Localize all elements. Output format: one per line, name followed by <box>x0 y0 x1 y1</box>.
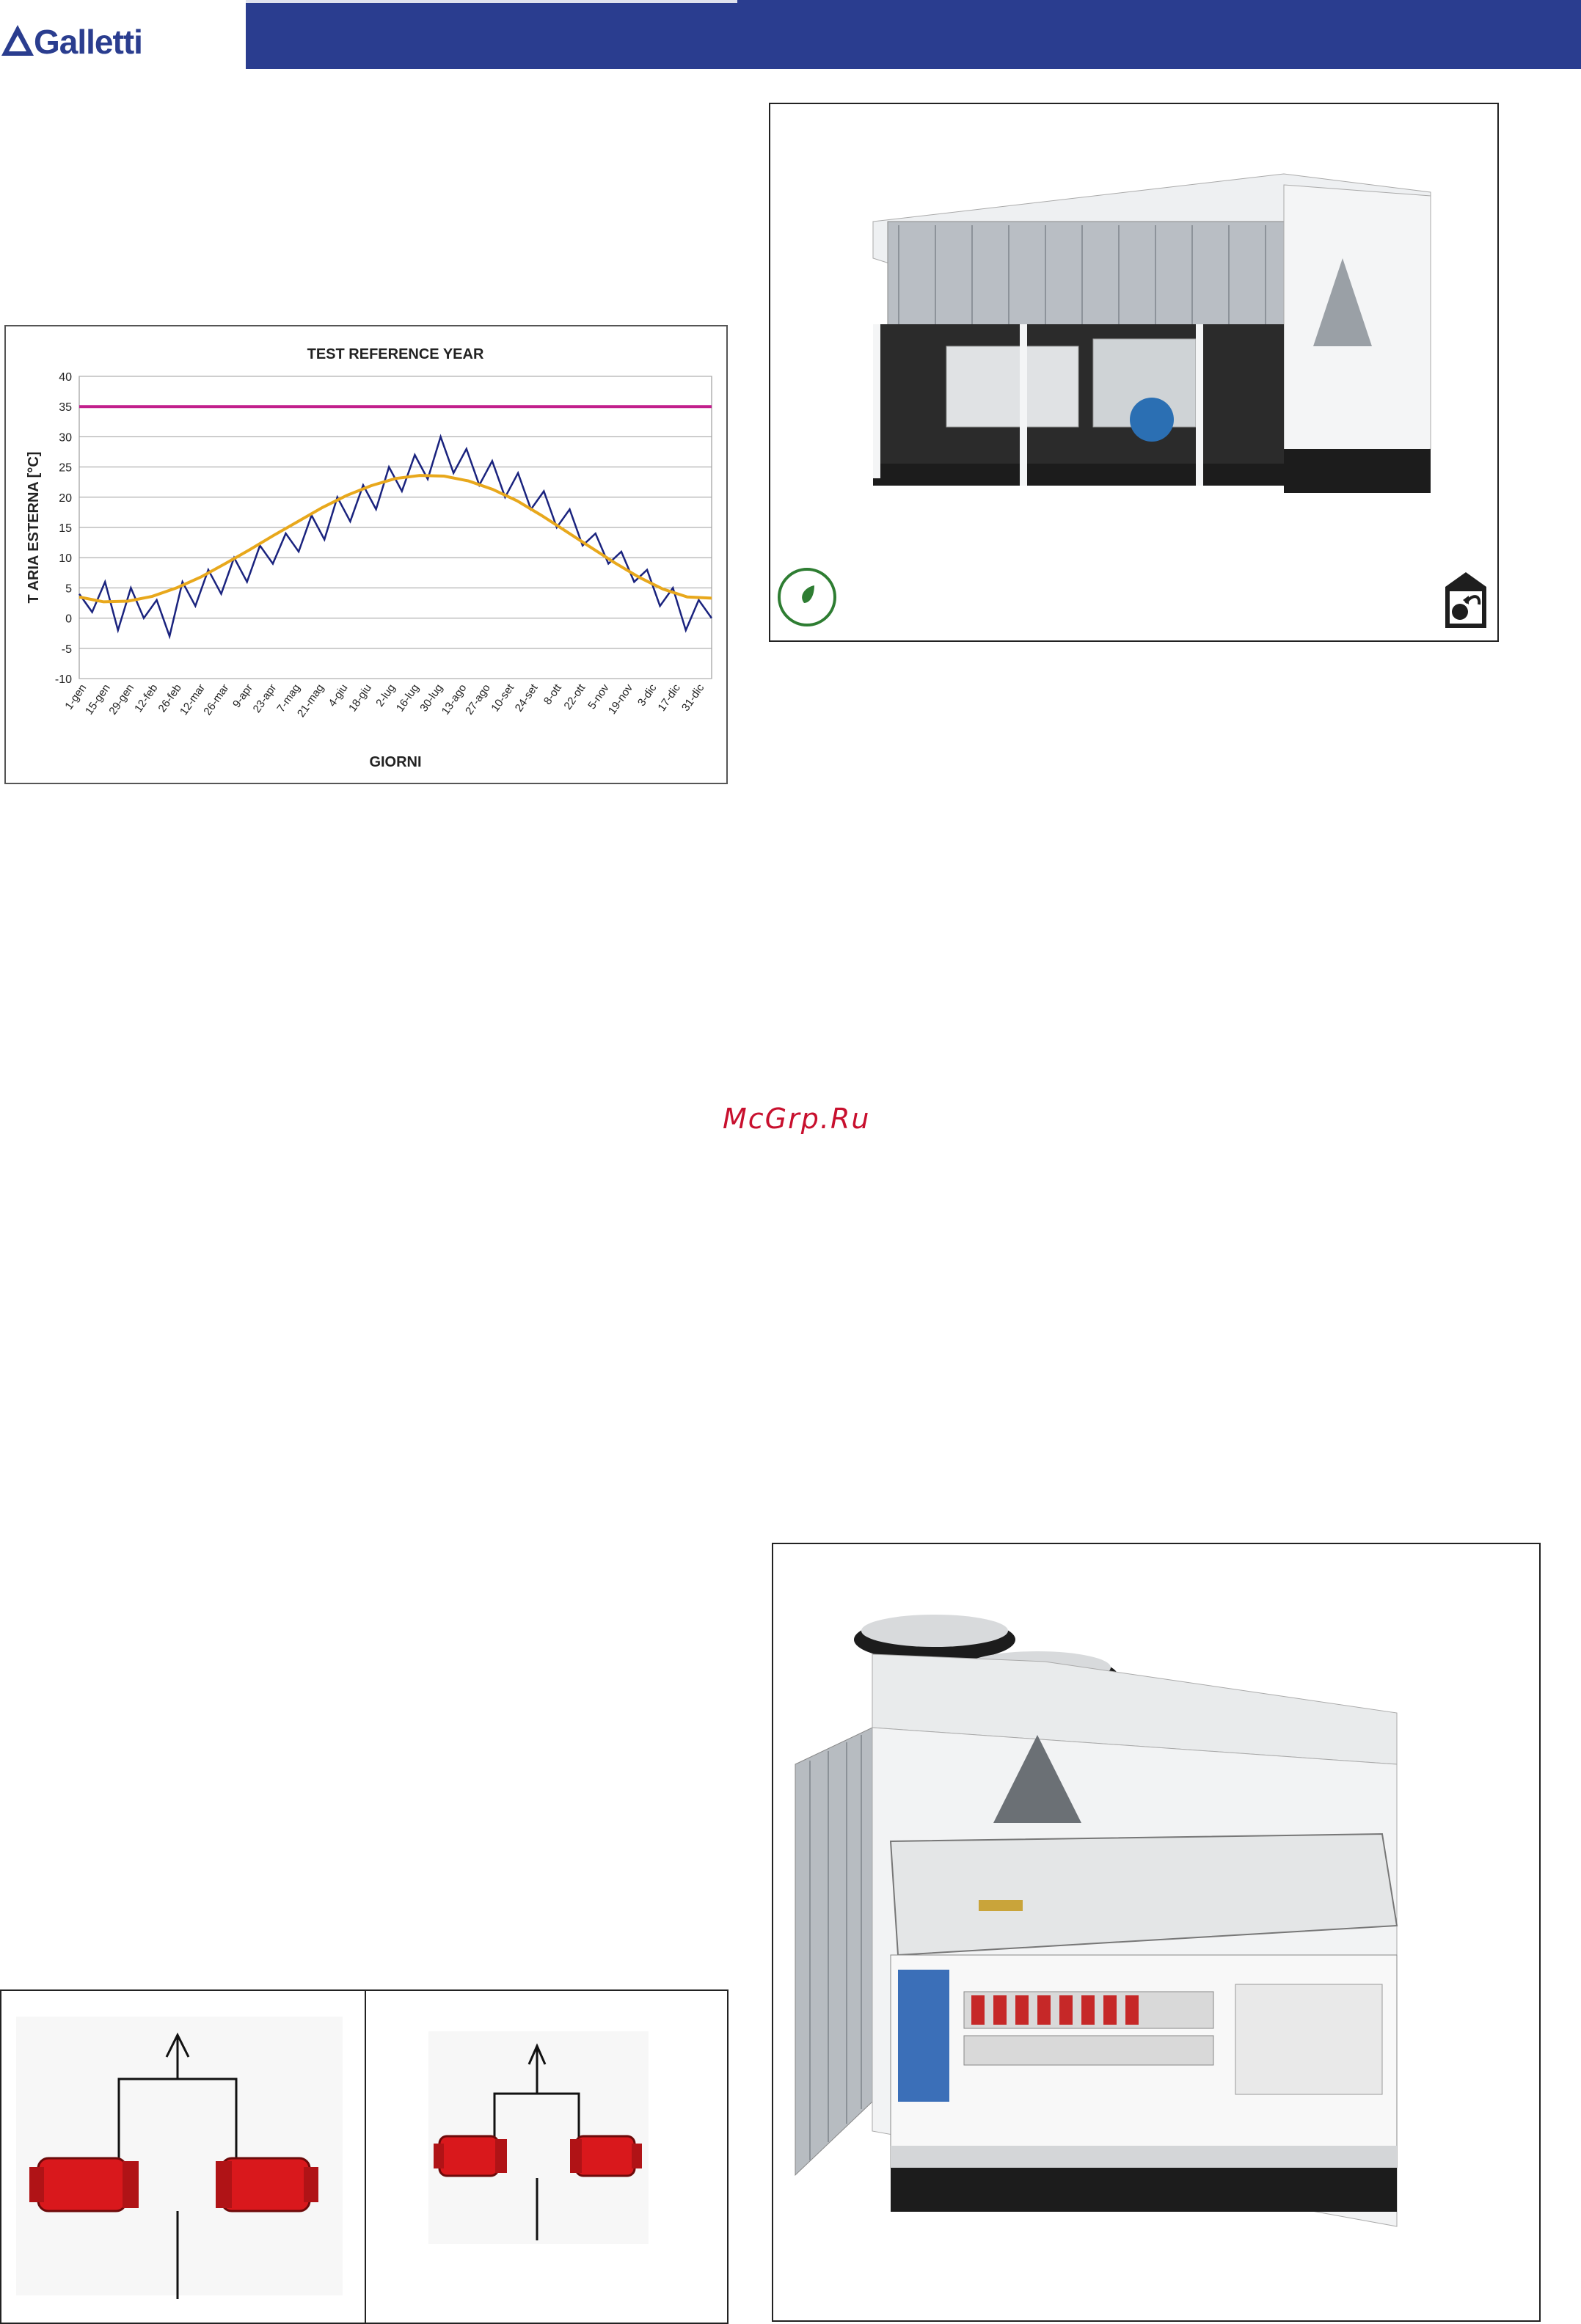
x-tick-label: 15-gen <box>82 682 113 717</box>
y-tick-label: 20 <box>59 492 72 505</box>
header-divider <box>246 0 737 3</box>
brand-name: Galletti <box>34 23 142 61</box>
x-tick-label: 3-dic <box>635 682 660 709</box>
x-tick-label: 9-apr <box>230 682 255 710</box>
compressor-small-left-icon <box>434 2136 507 2176</box>
chiller-unit-illustration <box>770 104 1497 640</box>
compressor-right-icon <box>216 2158 318 2211</box>
x-tick-label: 10-set <box>489 682 517 715</box>
x-tick-label: 4-giu <box>326 682 351 709</box>
x-tick-label: 26-feb <box>156 682 184 715</box>
y-tick-label: 40 <box>59 371 72 384</box>
x-tick-label: 24-set <box>512 682 541 715</box>
control-panel-photo-frame <box>772 1543 1541 2322</box>
watermark: McGrp.Ru <box>723 1103 871 1135</box>
x-axis-label: GIORNI <box>369 754 422 770</box>
chart-title: TEST REFERENCE YEAR <box>307 346 484 362</box>
x-tick-label: 17-dic <box>655 682 683 714</box>
x-tick-label: 27-ago <box>463 682 493 717</box>
y-tick-label: 30 <box>59 431 72 445</box>
header-bar <box>246 0 1581 69</box>
y-tick-label: 35 <box>59 401 72 414</box>
x-tick-label: 18-giu <box>346 682 374 715</box>
chiller-photo-frame <box>769 103 1499 642</box>
x-tick-label: 19-nov <box>605 682 636 717</box>
y-tick-label: 25 <box>59 461 72 475</box>
compressor-diagram <box>0 1989 729 2324</box>
compressor-left-icon <box>29 2158 139 2211</box>
x-tick-label: 12-feb <box>132 682 161 715</box>
x-tick-label: 21-mag <box>295 682 327 720</box>
y-tick-label: 10 <box>59 552 72 566</box>
compressor-small-right-icon <box>570 2136 642 2176</box>
x-tick-label: 2-lug <box>373 682 398 709</box>
x-tick-label: 31-dic <box>679 682 707 714</box>
x-tick-label: 26-mar <box>201 682 232 718</box>
diagram-small-compressors <box>366 1991 727 2323</box>
x-tick-label: 22-ott <box>561 682 588 712</box>
logo-mark-icon <box>0 23 35 57</box>
diagram-large-compressors <box>1 1991 365 2323</box>
x-tick-label: 13-ago <box>439 682 470 717</box>
y-axis-label: T ARIA ESTERNA [°C] <box>26 451 42 604</box>
chiller-control-panel-illustration <box>773 1544 1539 2320</box>
x-tick-label: 8-ott <box>541 682 564 707</box>
y-tick-label: -10 <box>54 673 72 686</box>
x-tick-label: 1-gen <box>62 682 90 712</box>
chart-svg <box>6 326 723 780</box>
x-tick-label: 12-mar <box>178 682 208 718</box>
leaf-circle-icon <box>776 566 842 632</box>
y-tick-label: -5 <box>61 643 72 656</box>
brand-logo <box>0 13 176 65</box>
heat-pump-icon <box>1444 571 1488 629</box>
x-tick-label: 5-nov <box>585 682 612 712</box>
x-tick-label: 29-gen <box>106 682 137 717</box>
x-tick-label: 23-apr <box>250 682 280 715</box>
x-tick-label: 7-mag <box>274 682 303 715</box>
temperature-chart <box>4 325 728 784</box>
y-tick-label: 15 <box>59 522 72 535</box>
x-tick-label: 16-lug <box>393 682 422 715</box>
y-tick-label: 5 <box>65 582 72 596</box>
y-tick-label: 0 <box>65 613 72 626</box>
x-tick-label: 30-lug <box>417 682 446 715</box>
